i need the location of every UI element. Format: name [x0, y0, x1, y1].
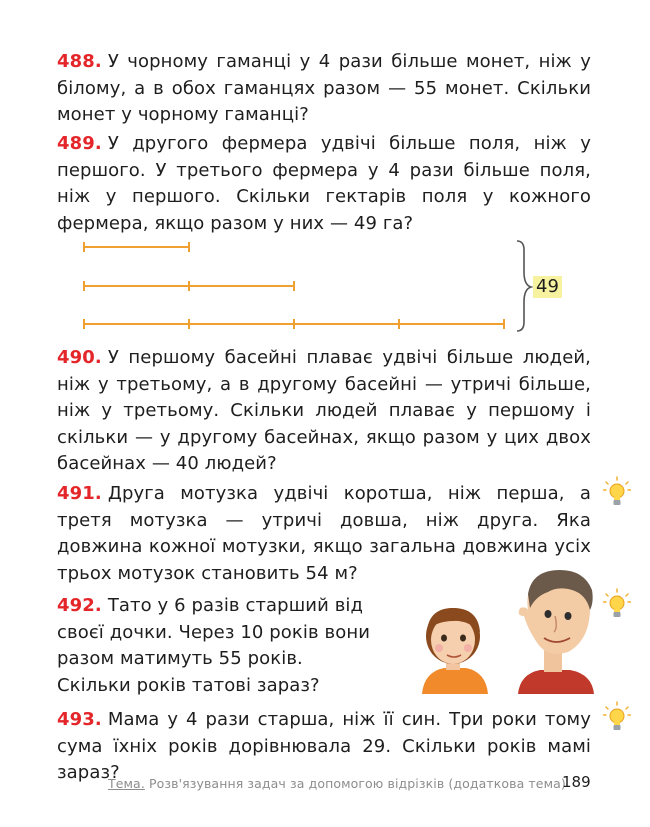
problem-text: У другого фермера удвічі більше поля, ніж у першого. У третього фермера у 4 рази більше поля, ніж у першого. Скільки гектарів поля у кожного фермера, якщо разом у них — 49 га?	[57, 133, 591, 234]
problem-text: У першому басейні плаває удвічі більше людей, ніж у третьому, а в другому басейні — утричі більше, ніж у третьому. Скільки людей плаває у першому і скільки — у другому басейнах, якщо разом у цих двох басейнах — 40 людей?	[57, 347, 591, 474]
segment-line-second	[84, 281, 294, 291]
total-label-box: 49	[533, 276, 562, 298]
segment-line-third	[84, 319, 504, 329]
problem-number: 491.	[57, 483, 102, 504]
father-figure	[518, 570, 594, 694]
page-number: 189	[562, 773, 591, 791]
daughter-figure	[422, 608, 488, 694]
problem-492	[57, 593, 377, 699]
problem-489	[57, 131, 591, 237]
problem-493	[57, 707, 591, 787]
curly-brace	[517, 241, 531, 331]
problem-text: У чорному гаманці у 4 рази більше монет, ніж у білому, а в обох гаманцях разом — 55 монет. Скільки монет у чорному гаманці?	[57, 51, 591, 125]
topic-label: Тема.	[108, 776, 145, 791]
page-footer	[108, 776, 588, 791]
lightbulb-icon	[603, 588, 631, 620]
problem-number: 488.	[57, 51, 102, 72]
segment-diagram	[78, 236, 578, 336]
problem-number: 490.	[57, 347, 102, 368]
problem-number: 493.	[57, 709, 102, 730]
problem-number: 492.	[57, 595, 102, 616]
lightbulb-icon	[603, 701, 631, 733]
segment-line-first	[84, 242, 189, 252]
problem-text: Мама у 4 рази старша, ніж її син. Три роки тому сума їхніх років дорівнювала 29. Скільки років мамі зараз?	[57, 709, 591, 783]
lightbulb-icon	[603, 476, 631, 508]
father-daughter-illustration	[408, 564, 598, 694]
problem-text: Тато у 6 разів старший від своєї дочки. Через 10 років вони разом матимуть 55 років. Скільки років татові зараз?	[57, 595, 370, 696]
problem-number: 489.	[57, 133, 102, 154]
topic-text: Розв'язування задач за допомогою відрізків (додаткова тема)	[144, 776, 566, 791]
problem-488	[57, 49, 591, 129]
problem-490	[57, 345, 591, 478]
problem-text: Друга мотузка удвічі коротша, ніж перша, а третя мотузка — утричі довша, ніж друга. Яка довжина кожної мотузки, якщо загальна довжина усіх трьох мотузок становить 54 м?	[57, 483, 591, 584]
